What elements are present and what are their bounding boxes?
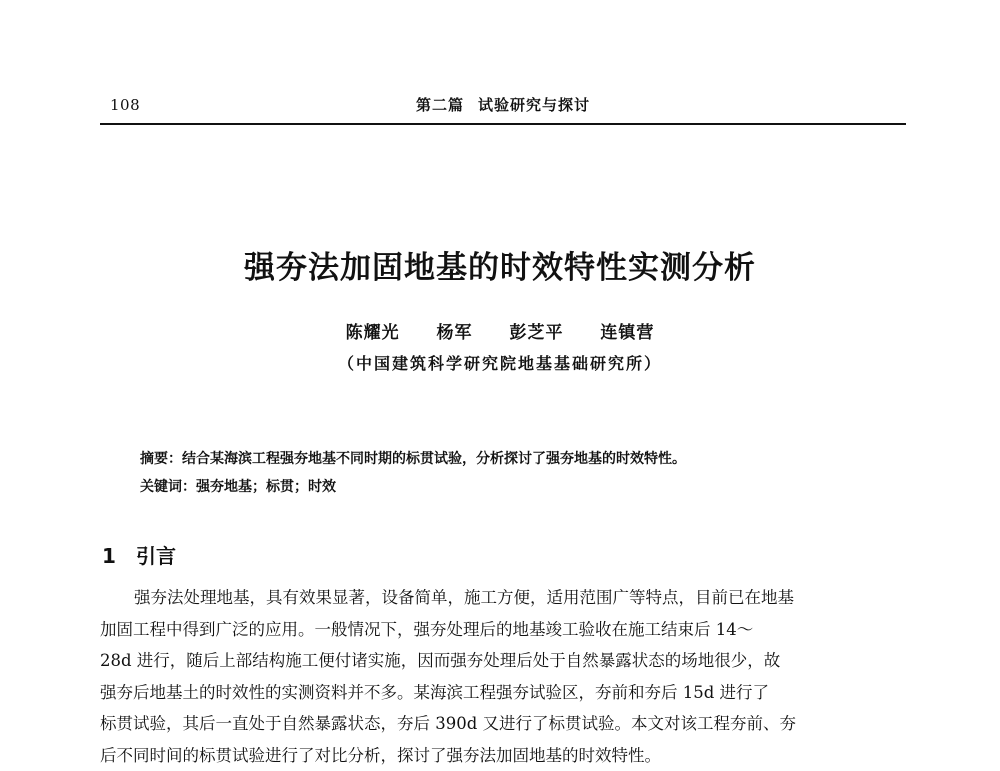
section-number: 1: [102, 544, 136, 568]
author-name: 连镇营: [600, 323, 654, 343]
body-line: 加固工程中得到广泛的应用。一般情况下，强夯处理后的地基竣工验收在施工结束后 14～: [100, 614, 906, 646]
body-line: 标贯试验，其后一直处于自然暴露状态，夯后 390d 又进行了标贯试验。本文对该工程夯前、夯: [100, 708, 906, 740]
body-line: 后不同时间的标贯试验进行了对比分析，探讨了强夯法加固地基的时效特性。: [100, 740, 906, 771]
running-title: [416, 94, 590, 115]
body-line: 强夯法处理地基，具有效果显著，设备简单，施工方便，适用范围广等特点，目前已在地基: [100, 582, 906, 614]
section-body: [100, 582, 906, 771]
author-name: 彭芝平: [509, 323, 563, 343]
body-line: 强夯后地基土的时效性的实测资料并不多。某海滨工程强夯试验区，夯前和夯后 15d 进行了: [100, 677, 906, 709]
page-number: 108: [110, 96, 140, 114]
paper-title: 强夯法加固地基的时效特性实测分析: [0, 242, 1000, 287]
author-name: 杨军: [437, 323, 473, 343]
running-header: [100, 92, 906, 118]
body-line: 28d 进行，随后上部结构施工便付诸实施，因而强夯处理后处于自然暴露状态的场地很少，故: [100, 645, 906, 677]
header-rule: [100, 123, 906, 125]
author-list: [0, 318, 1000, 343]
abstract: 摘要：结合某海滨工程强夯地基不同时期的标贯试验，分析探讨了强夯地基的时效特性。: [140, 448, 900, 468]
part-label: 第二篇: [416, 96, 464, 114]
section-title: 引言: [136, 544, 176, 568]
author-name: 陈耀光: [346, 323, 400, 343]
section-heading: [102, 540, 176, 569]
keywords: 关键词：强夯地基；标贯；时效: [140, 476, 900, 496]
affiliation: （中国建筑科学研究院地基基础研究所）: [0, 351, 1000, 374]
part-title: 试验研究与探讨: [478, 96, 590, 114]
